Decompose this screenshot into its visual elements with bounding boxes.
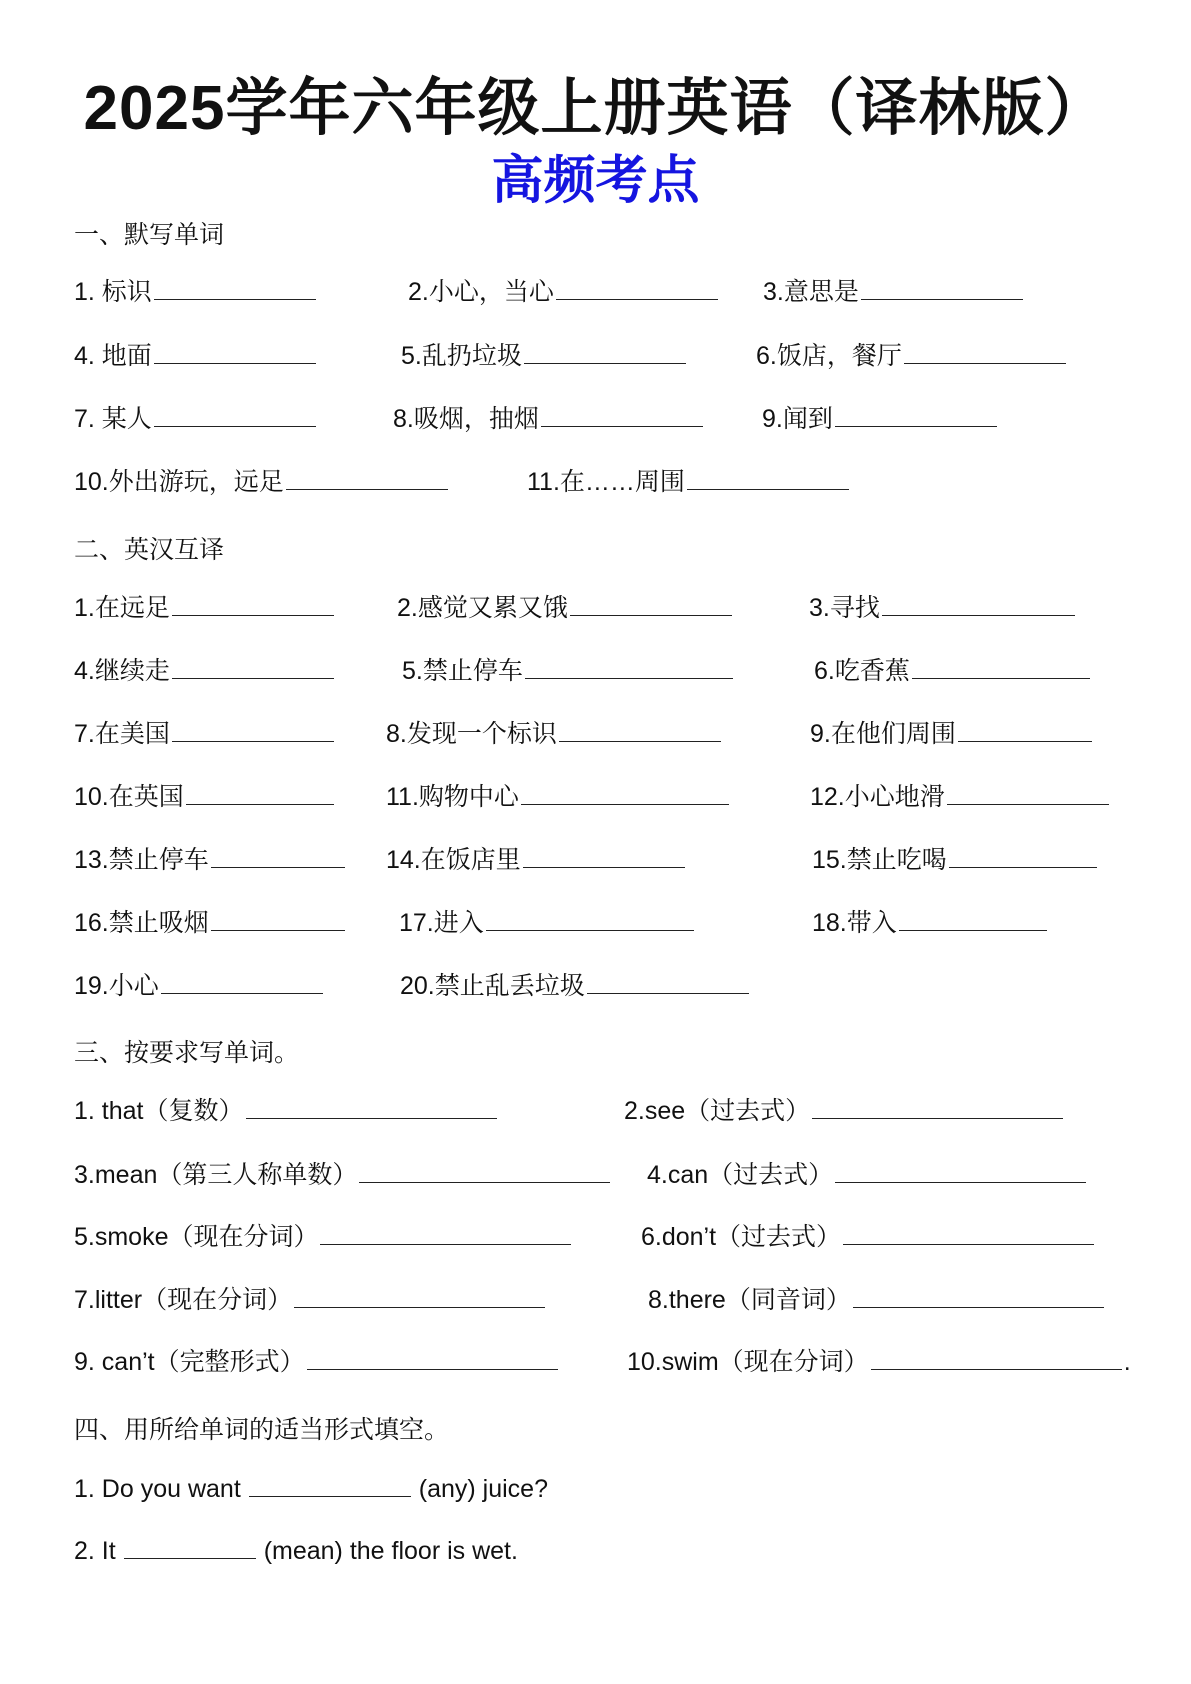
item-prompt: 6.饭店，餐厅 [756,342,902,370]
item-prompt: 2.感觉又累又饿 [397,594,568,622]
item-prompt: 8.吸烟，抽烟 [393,405,539,433]
exercise-item [402,656,735,686]
item-prompt: 4.继续走 [74,657,170,685]
item-prompt: 1. 标识 [74,278,152,306]
item-prompt: 5.禁止停车 [402,657,523,685]
exercise-item [74,971,325,1001]
exercise-item [74,1285,547,1315]
answer-blank[interactable] [556,277,718,300]
exercise-item [647,1160,1088,1190]
exercise-item [386,719,723,749]
exercise-item [397,593,734,623]
exercise-item [74,1096,499,1126]
item-prompt: 14.在饭店里 [386,846,521,874]
exercise-item [814,656,1092,686]
sentence-end: (any) juice? [418,1475,548,1503]
item-prompt: 7.litter（现在分词） [74,1286,293,1314]
item-prompt: 19.小心 [74,972,159,1000]
fill-in-sentence [74,1536,518,1566]
exercise-item [810,719,1094,749]
answer-blank[interactable] [172,719,334,742]
answer-blank[interactable] [904,341,1066,364]
sentence-end: (mean) the floor is wet. [263,1537,518,1565]
fill-in-sentence [74,1474,548,1504]
answer-blank[interactable] [524,341,686,364]
answer-blank[interactable] [861,277,1023,300]
answer-blank[interactable] [570,593,732,616]
exercise-item [809,593,1077,623]
answer-blank[interactable] [843,1222,1094,1245]
item-prompt: 1. that（复数） [74,1097,244,1125]
item-prompt: 7. 某人 [74,405,152,433]
item-prompt: 8.发现一个标识 [386,720,557,748]
exercise-item [812,845,1099,875]
item-prompt: 2.see（过去式） [624,1097,811,1125]
item-prompt: 3.意思是 [763,278,859,306]
item-prompt: 9. can’t（完整形式） [74,1348,305,1376]
item-prompt: 5.乱扔垃圾 [401,342,522,370]
item-prompt: 20.禁止乱丢垃圾 [400,972,585,1000]
answer-blank[interactable] [949,845,1097,868]
item-prompt: 16.禁止吸烟 [74,909,209,937]
answer-blank[interactable] [899,908,1047,931]
answer-blank[interactable] [124,1536,256,1559]
answer-blank[interactable] [486,908,694,931]
answer-blank[interactable] [307,1347,558,1370]
answer-blank[interactable] [912,656,1090,679]
exercise-item [762,404,999,434]
answer-blank[interactable] [246,1096,497,1119]
exercise-item [641,1222,1096,1252]
item-prompt: 17.进入 [399,909,484,937]
answer-blank[interactable] [359,1160,610,1183]
exercise-item [401,341,688,371]
answer-blank[interactable] [172,593,334,616]
answer-blank[interactable] [853,1285,1104,1308]
item-prompt: 8.there（同音词） [648,1286,851,1314]
exercise-item [624,1096,1065,1126]
exercise-item [74,593,336,623]
answer-blank[interactable] [186,782,334,805]
answer-blank[interactable] [154,277,316,300]
item-prompt: 4.can（过去式） [647,1161,834,1189]
answer-blank[interactable] [249,1474,411,1497]
answer-blank[interactable] [871,1347,1122,1370]
answer-blank[interactable] [320,1222,571,1245]
item-prompt: 3.mean（第三人称单数） [74,1161,358,1189]
answer-blank[interactable] [525,656,733,679]
exercise-item [756,341,1068,371]
section-heading-translation: 二、英汉互译 [74,536,225,564]
exercise-item [74,404,318,434]
item-prompt: 10.swim（现在分词） [627,1348,869,1376]
exercise-item [527,467,851,497]
exercise-item [812,908,1049,938]
exercise-item [74,845,347,875]
item-prompt: 4. 地面 [74,342,152,370]
answer-blank[interactable] [882,593,1075,616]
page-subtitle: 高频考点 [491,152,700,210]
answer-blank[interactable] [835,404,997,427]
answer-blank[interactable] [211,908,345,931]
item-prompt: 6.吃香蕉 [814,657,910,685]
exercise-item [74,467,450,497]
exercise-item [386,782,731,812]
exercise-item [74,1160,612,1190]
item-prompt: 11.在……周围 [527,468,685,496]
answer-blank[interactable] [523,845,685,868]
exercise-item [393,404,705,434]
answer-blank[interactable] [286,467,448,490]
answer-blank[interactable] [521,782,729,805]
answer-blank[interactable] [687,467,849,490]
exercise-item [74,782,336,812]
exercise-item [810,782,1111,812]
exercise-item [74,719,336,749]
item-prompt: 7.在美国 [74,720,170,748]
answer-blank[interactable] [154,341,316,364]
item-prompt: 3.寻找 [809,594,880,622]
answer-blank[interactable] [154,404,316,427]
exercise-item [74,341,318,371]
item-prompt: 12.小心地滑 [810,783,945,811]
page-title: 2025学年六年级上册英语（译林版） [83,74,1108,143]
exercise-item [399,908,696,938]
answer-blank[interactable] [835,1160,1086,1183]
item-prompt: 9.在他们周围 [810,720,956,748]
exercise-item [627,1347,1131,1377]
item-prompt: 1.在远足 [74,594,170,622]
sentence-start: 2. It [74,1537,116,1565]
exercise-item [386,845,687,875]
end-period: . [1123,1348,1131,1376]
item-prompt: 9.闻到 [762,405,833,433]
answer-blank[interactable] [541,404,703,427]
section-heading-word-forms: 三、按要求写单词。 [74,1039,300,1067]
section-heading-dictation: 一、默写单词 [74,221,225,249]
item-prompt: 10.外出游玩，远足 [74,468,284,496]
answer-blank[interactable] [812,1096,1063,1119]
answer-blank[interactable] [947,782,1109,805]
item-prompt: 2.小心，当心 [408,278,554,306]
item-prompt: 11.购物中心 [386,783,519,811]
answer-blank[interactable] [958,719,1092,742]
exercise-item [74,1222,573,1252]
section-heading-fill-in: 四、用所给单词的适当形式填空。 [74,1416,450,1444]
item-prompt: 13.禁止停车 [74,846,209,874]
exercise-item [648,1285,1106,1315]
item-prompt: 18.带入 [812,909,897,937]
exercise-item [74,277,318,307]
item-prompt: 15.禁止吃喝 [812,846,947,874]
answer-blank[interactable] [294,1285,545,1308]
item-prompt: 5.smoke（现在分词） [74,1223,319,1251]
exercise-item [763,277,1025,307]
item-prompt: 6.don’t（过去式） [641,1223,842,1251]
exercise-item [74,1347,560,1377]
exercise-item [74,908,347,938]
answer-blank[interactable] [172,656,334,679]
sentence-start: 1. Do you want [74,1475,241,1503]
answer-blank[interactable] [559,719,721,742]
exercise-item [408,277,720,307]
exercise-item [400,971,751,1001]
exercise-item [74,656,336,686]
answer-blank[interactable] [587,971,749,994]
answer-blank[interactable] [161,971,323,994]
answer-blank[interactable] [211,845,345,868]
item-prompt: 10.在英国 [74,783,184,811]
